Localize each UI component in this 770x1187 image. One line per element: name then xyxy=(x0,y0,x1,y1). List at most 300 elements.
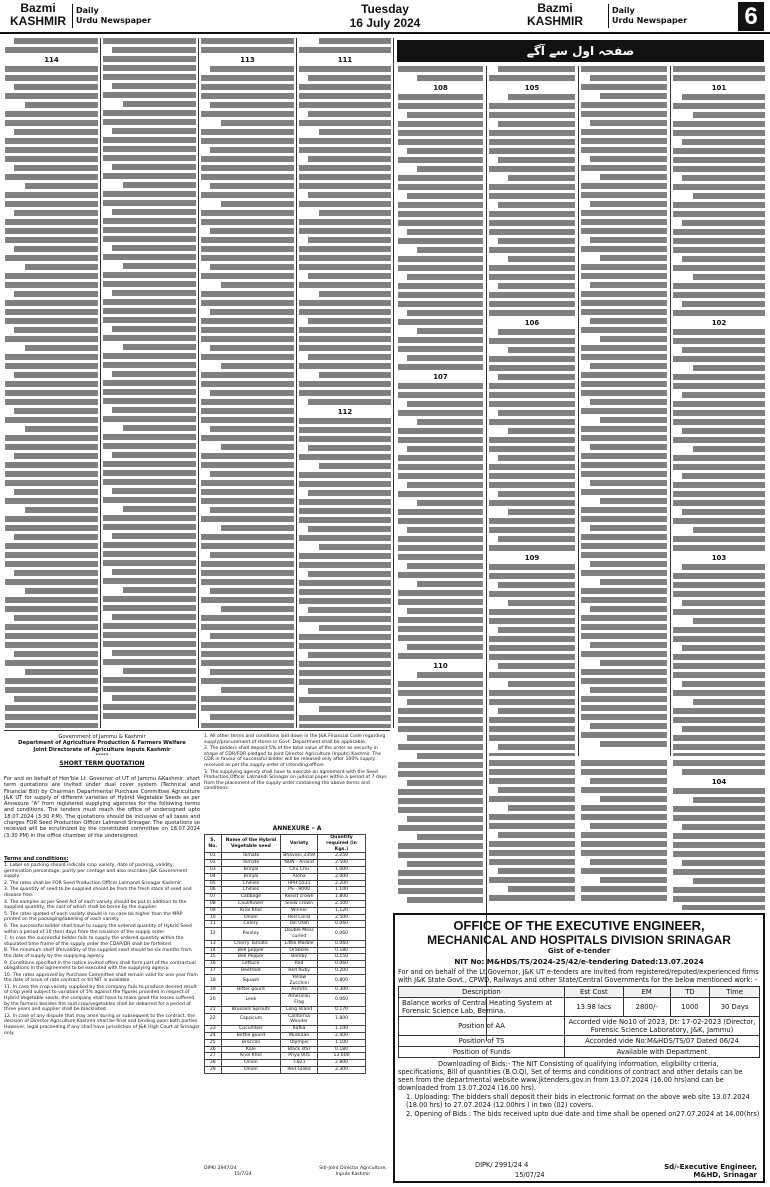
column-rule xyxy=(486,66,487,1041)
urdu-text-line xyxy=(581,219,667,225)
terms-list-left xyxy=(4,863,200,1037)
urdu-text-column xyxy=(673,760,765,910)
urdu-text-line xyxy=(299,336,391,342)
urdu-text-line xyxy=(398,211,483,217)
urdu-text-line xyxy=(498,536,575,542)
urdu-text-line xyxy=(489,446,575,452)
annexure-cell: 1.000 xyxy=(318,866,366,873)
urdu-text-line xyxy=(201,642,294,648)
urdu-text-line xyxy=(489,184,575,190)
urdu-text-line xyxy=(201,453,294,459)
urdu-text-line xyxy=(5,66,98,72)
urdu-text-line xyxy=(398,717,483,723)
annexure-cell: 0.150 xyxy=(318,954,366,961)
urdu-text-line xyxy=(581,192,667,198)
urdu-text-line xyxy=(103,398,196,404)
urdu-text-line xyxy=(498,832,575,838)
urdu-text-line xyxy=(489,148,575,154)
urdu-text-line xyxy=(489,103,575,109)
urdu-text-line xyxy=(673,591,765,597)
urdu-text-line xyxy=(398,852,483,858)
urdu-text-line xyxy=(319,706,391,712)
annexure-cell: 2.400 xyxy=(318,1032,366,1039)
annexure-cell: Tall Utah xyxy=(281,921,318,928)
urdu-text-line xyxy=(581,696,667,702)
urdu-text-line xyxy=(221,363,294,369)
dipk-date: 15/7/24 xyxy=(234,1172,252,1178)
urdu-text-line xyxy=(201,516,294,522)
urdu-text-line xyxy=(398,437,483,443)
annexure-row xyxy=(205,860,366,867)
urdu-text-line xyxy=(103,227,196,233)
urdu-text-line xyxy=(489,301,575,307)
urdu-text-line xyxy=(581,426,667,432)
signature-line: Sd/-Executive Engineer, xyxy=(664,1163,757,1171)
urdu-text-line xyxy=(682,301,765,307)
urdu-text-line xyxy=(112,407,196,413)
urdu-text-line xyxy=(600,741,667,747)
annexure-row xyxy=(205,928,366,941)
urdu-text-line xyxy=(221,687,294,693)
urdu-text-line xyxy=(398,681,483,687)
term-item: 4. The samples as per Seed Act of each variety should be put in addition to the supplied quantity, the cost of which shall be borne by the supplier. xyxy=(4,899,187,911)
urdu-text-line xyxy=(508,681,575,687)
urdu-text-line xyxy=(14,570,98,576)
urdu-text-line xyxy=(673,760,765,766)
urdu-text-line xyxy=(581,66,667,72)
quotation-dipk xyxy=(204,1166,252,1179)
urdu-text-line xyxy=(498,238,575,244)
urdu-text-line xyxy=(299,165,391,171)
annexure-cell: Winner xyxy=(281,907,318,914)
urdu-text-line xyxy=(299,390,391,396)
annexure-table xyxy=(204,834,366,1074)
work-time: 30 Days xyxy=(710,998,760,1017)
urdu-text-line xyxy=(210,588,294,594)
urdu-text-line xyxy=(673,103,765,109)
urdu-text-line xyxy=(5,399,98,405)
etender-intro: For and on behalf of the Lt.Governor, J&K UT e-tenders are invited from registered/reputed/experienced firms with J&K State Govt., CPWD, Railways and other State/Central Governments for the below mentioned work: - xyxy=(398,968,759,984)
annexure-row xyxy=(205,914,366,921)
urdu-text-line xyxy=(498,329,575,335)
urdu-text-line xyxy=(123,263,196,269)
term-item: 7. In case the successful bidder fails to supply the ordered quantity within the stipulated time frame of the supply order the CDAP/DR shall be forfeited. xyxy=(4,936,184,947)
urdu-text-line xyxy=(398,383,483,389)
urdu-text-column xyxy=(103,38,196,728)
urdu-text-line xyxy=(407,193,484,199)
annexure-row xyxy=(205,900,366,907)
annexure-row xyxy=(205,947,366,954)
urdu-text-line xyxy=(210,102,294,108)
urdu-text-line xyxy=(590,687,667,693)
urdu-text-line xyxy=(299,643,391,649)
urdu-text-line xyxy=(673,455,765,461)
urdu-text-line xyxy=(673,896,765,902)
annexure-cell: Broccoli xyxy=(221,1039,281,1046)
annexure-cell: 04 xyxy=(205,873,222,880)
urdu-text-line xyxy=(489,464,575,470)
urdu-text-line xyxy=(201,111,294,117)
urdu-text-line xyxy=(201,723,294,728)
story-number: 110 xyxy=(433,662,448,670)
urdu-text-line xyxy=(581,895,667,901)
urdu-text-line xyxy=(407,816,484,822)
annexure-cell: Bell pepper xyxy=(221,947,281,954)
urdu-text-line xyxy=(398,509,483,515)
annexure-row xyxy=(205,954,366,961)
urdu-text-line xyxy=(489,717,575,723)
urdu-text-line xyxy=(5,525,98,531)
urdu-text-line xyxy=(398,653,483,659)
urdu-text-line xyxy=(673,283,765,289)
annexure-cell: 13.600 xyxy=(318,1053,366,1060)
urdu-text-line xyxy=(103,713,196,719)
urdu-text-line xyxy=(112,452,196,458)
urdu-text-line xyxy=(5,561,98,567)
signature-line: Sd/-Joint Director Agriculture, xyxy=(319,1166,387,1171)
urdu-text-line xyxy=(581,300,667,306)
divider xyxy=(608,4,609,28)
urdu-text-line xyxy=(600,877,667,883)
urdu-text-line xyxy=(581,787,667,793)
annexure-cell: 2.200 xyxy=(318,880,366,887)
urdu-text-line xyxy=(112,209,196,215)
urdu-text-line xyxy=(581,516,667,522)
urdu-text-line xyxy=(398,94,483,100)
urdu-text-line xyxy=(673,410,765,416)
urdu-text-line xyxy=(308,526,391,532)
urdu-text-line xyxy=(103,389,196,395)
signature-line: M&HD, Srinagar xyxy=(693,1171,757,1179)
urdu-text-line xyxy=(201,498,294,504)
urdu-text-line xyxy=(308,490,391,496)
urdu-text-line xyxy=(682,824,765,830)
work-em: 2800/- xyxy=(623,998,670,1017)
urdu-text-line xyxy=(5,678,98,684)
urdu-text-line xyxy=(673,464,765,470)
masthead-left-brand xyxy=(8,2,68,28)
urdu-text-line xyxy=(299,517,391,523)
urdu-text-line xyxy=(590,201,667,207)
urdu-text-line xyxy=(112,326,196,332)
urdu-text-line xyxy=(489,166,575,172)
urdu-text-line xyxy=(112,533,196,539)
urdu-text-line xyxy=(489,139,575,145)
sub-line: Urdu Newspaper xyxy=(76,16,152,25)
urdu-text-line xyxy=(103,605,196,611)
terms-heading: Terms and conditions: xyxy=(4,856,69,862)
urdu-text-line xyxy=(682,347,765,353)
urdu-text-line xyxy=(581,264,667,270)
urdu-text-line xyxy=(590,823,667,829)
urdu-text-line xyxy=(299,535,391,541)
urdu-text-line xyxy=(508,256,575,262)
urdu-text-line xyxy=(673,609,765,615)
urdu-text-line xyxy=(581,408,667,414)
urdu-text-line xyxy=(398,617,483,623)
urdu-text-line xyxy=(508,600,575,606)
urdu-text-line xyxy=(590,723,667,729)
urdu-text-line xyxy=(210,507,294,513)
annexure-cell: 0.060 xyxy=(318,921,366,928)
urdu-text-line xyxy=(201,192,294,198)
urdu-text-line xyxy=(489,814,575,820)
urdu-text-line xyxy=(498,202,575,208)
annexure-cell: 28 xyxy=(205,1060,222,1067)
urdu-text-line xyxy=(682,645,765,651)
urdu-text-line xyxy=(103,173,196,179)
urdu-text-line xyxy=(489,636,575,642)
urdu-text-line xyxy=(581,705,667,711)
annexure-cell: 0.180 xyxy=(318,1046,366,1053)
annexure-cell: Orabelle xyxy=(281,947,318,954)
urdu-text-line xyxy=(673,148,765,154)
urdu-text-line xyxy=(581,534,667,540)
urdu-text-line xyxy=(103,632,196,638)
urdu-text-line xyxy=(673,735,765,741)
quotation-notice xyxy=(4,734,390,1182)
urdu-text-line xyxy=(299,454,391,460)
urdu-text-line xyxy=(673,338,765,344)
sub-line: Daily xyxy=(76,6,99,15)
urdu-text-line xyxy=(590,859,667,865)
urdu-text-line xyxy=(201,219,294,225)
urdu-text-line xyxy=(299,499,391,505)
urdu-text-line xyxy=(201,480,294,486)
urdu-text-line xyxy=(581,805,667,811)
urdu-text-line xyxy=(103,236,196,242)
term-item: 5. The rates quoted of each variety should in no case be higher than the MRP printed on the packaging/labelling of each variety. xyxy=(4,911,183,923)
urdu-text-line xyxy=(221,120,294,126)
urdu-text-line xyxy=(590,363,667,369)
urdu-text-line xyxy=(103,524,196,530)
urdu-text-line xyxy=(308,445,391,451)
urdu-text-line xyxy=(299,508,391,514)
urdu-text-line xyxy=(407,735,484,741)
annexure-row xyxy=(205,894,366,901)
urdu-text-line xyxy=(417,753,483,759)
urdu-text-line xyxy=(673,292,765,298)
urdu-text-line xyxy=(682,564,765,570)
urdu-text-line xyxy=(489,609,575,615)
urdu-text-line xyxy=(590,444,667,450)
masthead-right-sub xyxy=(612,6,687,26)
annexure-cell: 2.000 xyxy=(318,873,366,880)
urdu-text-line xyxy=(299,418,391,424)
urdu-text-line xyxy=(103,659,196,665)
urdu-text-line xyxy=(673,573,765,579)
annexure-cell: Cucumber xyxy=(221,1026,281,1033)
annexure-cell: 27 xyxy=(205,1053,222,1060)
urdu-text-line xyxy=(673,184,765,190)
urdu-text-line xyxy=(398,554,483,560)
column-rule xyxy=(198,38,199,728)
annexure-header: Name of the Hybrid Vegetable seed xyxy=(221,835,281,853)
column-rule xyxy=(393,38,394,728)
urdu-text-line xyxy=(590,282,667,288)
urdu-text-line xyxy=(581,102,667,108)
urdu-text-line xyxy=(682,175,765,181)
annexure-cell: 1.100 xyxy=(318,1026,366,1033)
urdu-text-line xyxy=(498,582,575,588)
urdu-text-line xyxy=(103,542,196,548)
annexure-cell: 2.500 xyxy=(318,914,366,921)
urdu-text-line xyxy=(299,381,391,387)
etender-point: 1. Uploading: The bidders shall deposit their bids in electronic format on the above web site 13.07.2024 (18.00 hrs) to 27.07.2024 (12.00hrs ) in two (02) covers. xyxy=(406,1093,750,1109)
urdu-text-line xyxy=(581,651,667,657)
etender-dipk: DIPK/ 2991/24 4 xyxy=(475,1161,529,1169)
annexure-header: Quantity required (in Kgs.) xyxy=(318,835,366,853)
urdu-text-line xyxy=(308,237,391,243)
urdu-text-line xyxy=(398,726,483,732)
urdu-text-line xyxy=(201,660,294,666)
urdu-text-line xyxy=(673,708,765,714)
urdu-text-line xyxy=(682,681,765,687)
urdu-text-line xyxy=(673,247,765,253)
urdu-text-line xyxy=(201,273,294,279)
urdu-text-line xyxy=(508,347,575,353)
urdu-text-line xyxy=(417,581,483,587)
annexure-cell: Onion xyxy=(221,1060,281,1067)
urdu-text-line xyxy=(201,255,294,261)
urdu-text-line xyxy=(299,616,391,622)
annexure-cell: 19 xyxy=(205,987,222,994)
urdu-text-line xyxy=(5,597,98,603)
urdu-text-line xyxy=(693,112,765,118)
urdu-text-line xyxy=(299,589,391,595)
urdu-text-line xyxy=(489,654,575,660)
urdu-text-line xyxy=(123,344,196,350)
urdu-text-line xyxy=(581,165,667,171)
urdu-text-line xyxy=(673,582,765,588)
masthead xyxy=(0,0,770,34)
urdu-text-line xyxy=(398,265,483,271)
urdu-text-line xyxy=(489,645,575,651)
urdu-text-line xyxy=(5,120,98,126)
urdu-text-line xyxy=(5,47,98,53)
etender-signature xyxy=(664,1163,757,1179)
urdu-text-line xyxy=(489,690,575,696)
urdu-text-line xyxy=(398,708,483,714)
urdu-text-line xyxy=(693,699,765,705)
urdu-text-line xyxy=(581,435,667,441)
annexure-cell: Bomby xyxy=(281,954,318,961)
urdu-text-line xyxy=(5,318,98,324)
annexure-cell: 14 xyxy=(205,947,222,954)
urdu-text-line xyxy=(673,130,765,136)
urdu-text-line xyxy=(600,498,667,504)
urdu-text-line xyxy=(201,615,294,621)
urdu-text-line xyxy=(201,165,294,171)
urdu-text-line xyxy=(581,832,667,838)
annexure-cell: 0.060 xyxy=(318,961,366,968)
urdu-text-line xyxy=(5,111,98,117)
annexure-cell: Leek xyxy=(221,994,281,1007)
urdu-text-line xyxy=(673,401,765,407)
urdu-text-line xyxy=(398,536,483,542)
urdu-text-line xyxy=(407,861,484,867)
urdu-text-line xyxy=(508,509,575,515)
urdu-text-line xyxy=(498,744,575,750)
urdu-text-line xyxy=(201,372,294,378)
urdu-text-line xyxy=(201,696,294,702)
urdu-text-line xyxy=(5,705,98,711)
page-number: 6 xyxy=(738,2,764,31)
annexure-cell: 1.800 xyxy=(318,1013,366,1026)
urdu-text-line xyxy=(103,362,196,368)
urdu-text-line xyxy=(590,480,667,486)
urdu-text-line xyxy=(299,219,391,225)
urdu-text-line xyxy=(398,888,483,894)
urdu-text-line xyxy=(398,599,483,605)
annexure-cell: 25 xyxy=(205,1039,222,1046)
annexure-cell: 2.500 xyxy=(318,900,366,907)
urdu-text-line xyxy=(112,164,196,170)
urdu-text-line xyxy=(398,103,483,109)
urdu-text-line xyxy=(590,561,667,567)
urdu-text-line xyxy=(5,417,98,423)
urdu-text-line xyxy=(489,265,575,271)
urdu-text-line xyxy=(398,175,483,181)
urdu-text-line xyxy=(103,56,196,62)
annexure-row xyxy=(205,974,366,987)
story-number: 112 xyxy=(337,408,353,416)
annexure-cell: Onion xyxy=(221,1066,281,1073)
annexure-cell: 07 xyxy=(205,894,222,901)
annexure-row xyxy=(205,987,366,994)
urdu-text-line xyxy=(673,518,765,524)
urdu-text-line xyxy=(398,337,483,343)
annexure-cell: 2.300 xyxy=(318,1066,366,1073)
urdu-text-line xyxy=(201,318,294,324)
urdu-text-line xyxy=(398,301,483,307)
story-number: 101 xyxy=(711,84,727,92)
urdu-text-line xyxy=(581,868,667,874)
urdu-text-line xyxy=(103,335,196,341)
annexure-cell: Red Globe xyxy=(281,1066,318,1073)
urdu-text-line xyxy=(299,174,391,180)
urdu-text-line xyxy=(112,488,196,494)
urdu-text-line xyxy=(299,598,391,604)
urdu-text-line xyxy=(299,634,391,640)
urdu-text-line xyxy=(581,462,667,468)
urdu-text-line xyxy=(398,545,483,551)
urdu-text-line xyxy=(693,878,765,884)
urdu-text-line xyxy=(25,102,98,108)
annexure-cell: Parsley xyxy=(221,928,281,941)
urdu-text-line xyxy=(673,833,765,839)
column-rule xyxy=(296,38,297,728)
urdu-text-line xyxy=(407,644,484,650)
urdu-text-line xyxy=(14,84,98,90)
urdu-text-line xyxy=(103,146,196,152)
annexure-row xyxy=(205,1013,366,1026)
urdu-text-line xyxy=(201,84,294,90)
urdu-text-line xyxy=(103,200,196,206)
urdu-text-line xyxy=(210,183,294,189)
urdu-text-line xyxy=(489,356,575,362)
divider xyxy=(72,4,73,28)
urdu-text-line xyxy=(201,489,294,495)
urdu-text-line xyxy=(498,374,575,380)
urdu-text-line xyxy=(398,66,483,72)
urdu-text-line xyxy=(489,392,575,398)
urdu-text-line xyxy=(299,183,391,189)
story-number: 104 xyxy=(711,778,727,786)
urdu-text-line xyxy=(693,365,765,371)
urdu-text-line xyxy=(112,614,196,620)
urdu-text-line xyxy=(299,255,391,261)
